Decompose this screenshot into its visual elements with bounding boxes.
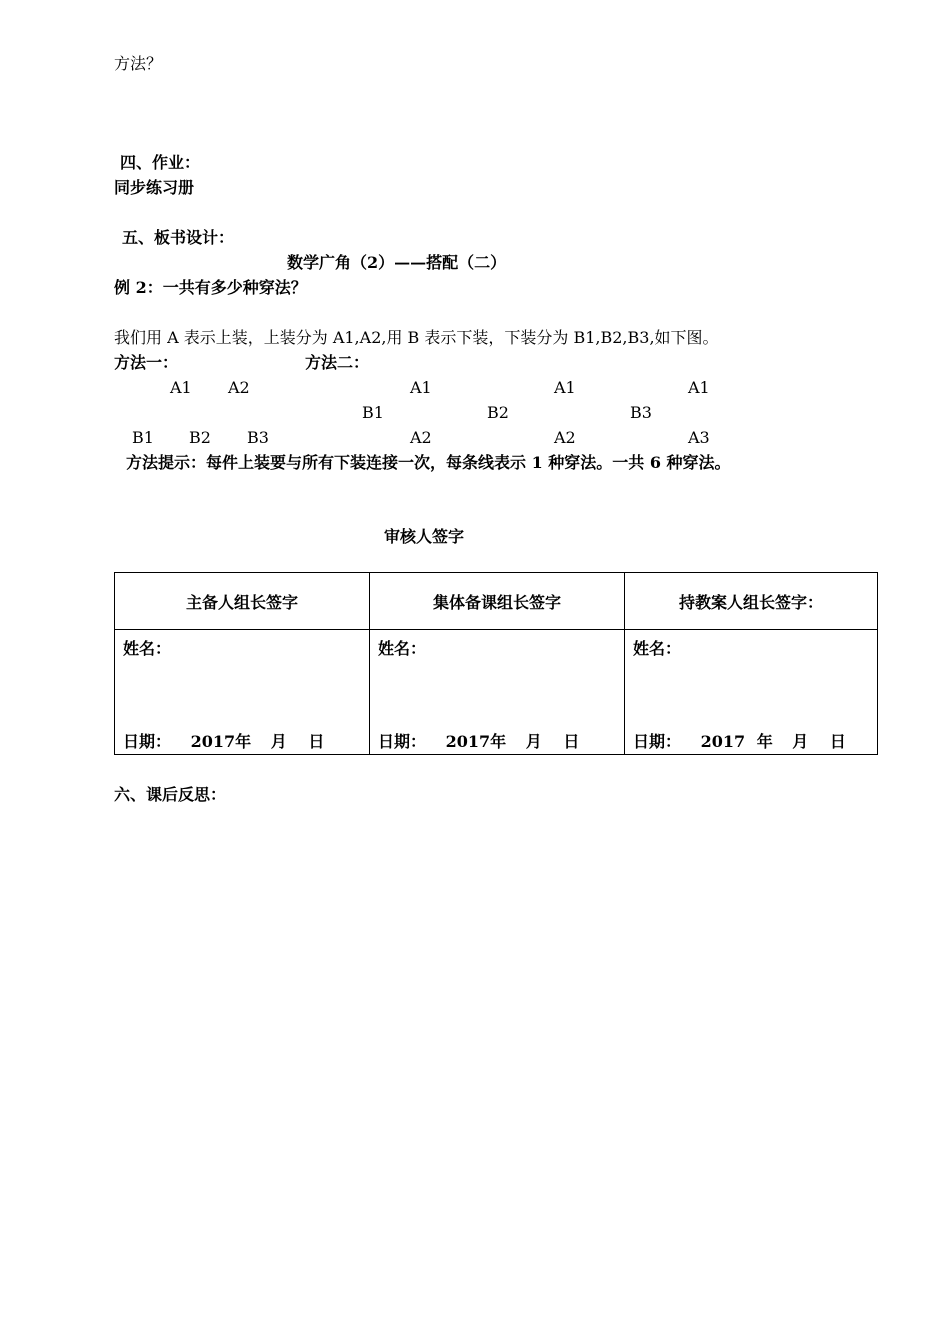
method1-bottom-item: B2 bbox=[189, 428, 211, 447]
signature-body-row bbox=[115, 630, 878, 755]
signature-header-row bbox=[115, 573, 878, 630]
signature-cell bbox=[370, 630, 625, 755]
signature-header-cell: 主备人组长签字 bbox=[115, 573, 370, 630]
date-day-unit: 日 bbox=[308, 732, 325, 751]
signature-header-cell: 集体备课组长签字 bbox=[370, 573, 625, 630]
name-label: 姓名： bbox=[633, 639, 682, 658]
date-year-unit: 年 bbox=[235, 732, 252, 751]
signature-cell bbox=[625, 630, 878, 755]
description-text: 我们用 A 表示上装，上装分为 A1,A2,用 B 表示下装，下装分为 B1,B2,B3,如下图。 bbox=[114, 328, 719, 347]
method2-bottom-item: A3 bbox=[688, 428, 710, 447]
name-label: 姓名： bbox=[378, 639, 427, 658]
method2-top-item: A1 bbox=[688, 378, 710, 397]
homework-content: 同步练习册 bbox=[114, 178, 195, 197]
example-question: 例 2：一共有多少种穿法？ bbox=[114, 278, 307, 297]
intro-text: 方法？ bbox=[114, 54, 163, 73]
date-label: 日期： bbox=[123, 732, 172, 751]
method2-top-item: A1 bbox=[554, 378, 576, 397]
method-hint: 方法提示：每件上装要与所有下装连接一次，每条线表示 1 种穿法。一共 6 种穿法。 bbox=[126, 453, 731, 472]
method1-top-item: A1 bbox=[170, 378, 192, 397]
date-month-unit: 月 bbox=[525, 732, 542, 751]
method1-top-item: A2 bbox=[228, 378, 250, 397]
board-design-heading: 五、板书设计： bbox=[122, 228, 235, 247]
date-month-unit: 月 bbox=[270, 732, 287, 751]
date-day-unit: 日 bbox=[829, 732, 846, 751]
method2-label: 方法二： bbox=[305, 353, 370, 372]
method1-bottom-item: B3 bbox=[247, 428, 269, 447]
date-year-unit: 年 bbox=[756, 732, 773, 751]
date-year: 2017 bbox=[700, 732, 746, 751]
method1-label: 方法一： bbox=[114, 353, 179, 372]
review-title: 审核人签字 bbox=[384, 527, 465, 546]
date-year: 2017 bbox=[190, 732, 236, 751]
date-label: 日期： bbox=[378, 732, 427, 751]
date-line bbox=[633, 729, 846, 752]
signature-table bbox=[114, 572, 878, 755]
date-year-unit: 年 bbox=[490, 732, 507, 751]
date-day-unit: 日 bbox=[563, 732, 580, 751]
method2-middle-item: B1 bbox=[362, 403, 384, 422]
date-year: 2017 bbox=[445, 732, 491, 751]
date-line bbox=[123, 729, 324, 752]
date-label: 日期： bbox=[633, 732, 682, 751]
method2-middle-item: B3 bbox=[630, 403, 652, 422]
method2-top-item: A1 bbox=[410, 378, 432, 397]
date-line bbox=[378, 729, 579, 752]
method2-middle-item: B2 bbox=[487, 403, 509, 422]
method2-bottom-item: A2 bbox=[554, 428, 576, 447]
reflection-heading: 六、课后反思： bbox=[114, 785, 227, 804]
signature-cell bbox=[115, 630, 370, 755]
homework-heading: 四、作业： bbox=[120, 153, 201, 172]
method1-bottom-item: B1 bbox=[132, 428, 154, 447]
board-design-title: 数学广角（2）——搭配（二） bbox=[287, 253, 507, 272]
date-month-unit: 月 bbox=[792, 732, 809, 751]
method2-bottom-item: A2 bbox=[410, 428, 432, 447]
signature-header-cell: 持教案人组长签字： bbox=[625, 573, 878, 630]
name-label: 姓名： bbox=[123, 639, 172, 658]
